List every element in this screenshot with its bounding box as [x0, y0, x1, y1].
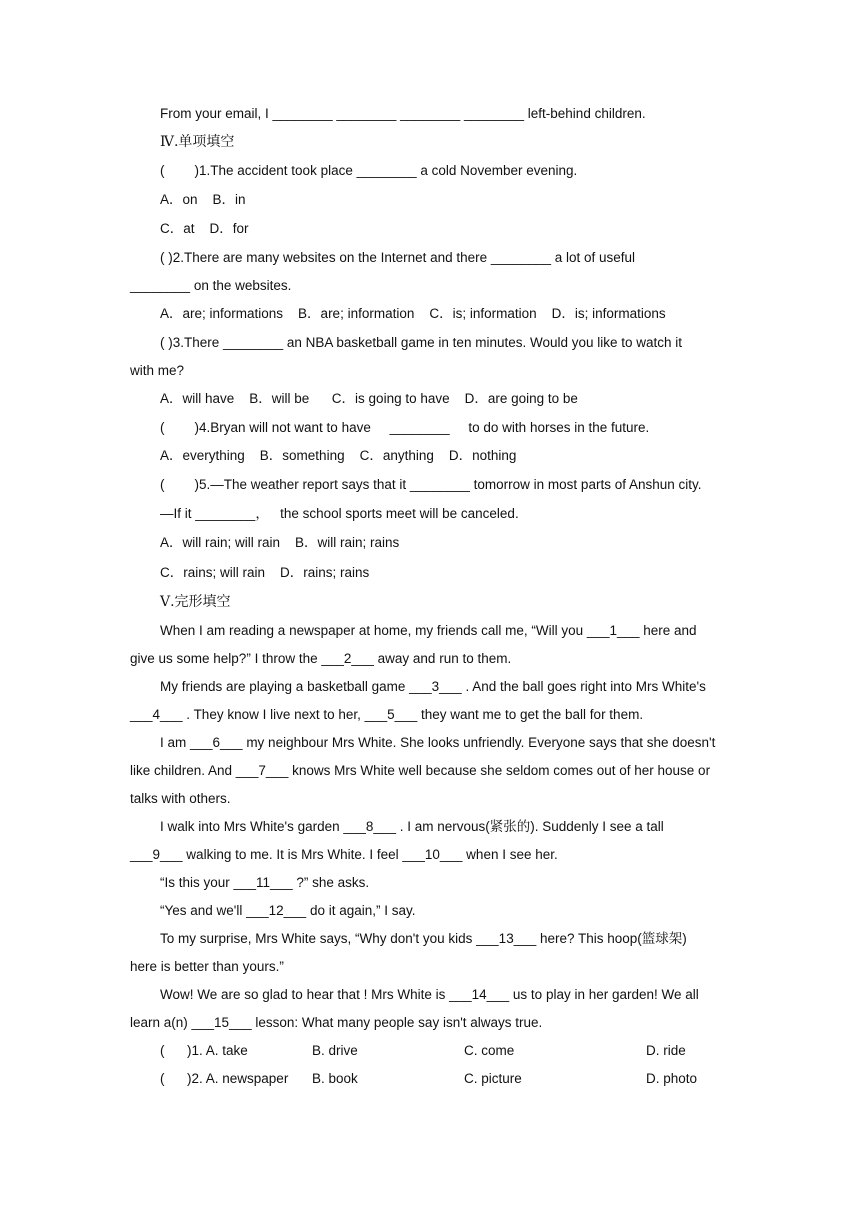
passage-line: I walk into Mrs White's garden ___8___ . I am nervous(紧张的). Suddenly I see a tall [160, 819, 664, 834]
option-line: C．rains; will rain D．rains; rains [160, 565, 370, 580]
answer-options-row [160, 1041, 766, 1061]
option-line: A．everything B．something C．anything D．nothing [160, 448, 517, 463]
section-heading: Ⅴ.完形填空 [160, 594, 231, 610]
question-line: ( )1.The accident took place ________ a cold November evening. [160, 163, 578, 178]
option-d: D. photo [646, 1071, 698, 1086]
option-b: B. book [312, 1071, 358, 1086]
option-c: C. picture [464, 1071, 522, 1086]
passage-line: I am ___6___ my neighbour Mrs White. She looks unfriendly. Everyone says that she doesn't [160, 735, 716, 750]
passage-line: To my surprise, Mrs White says, “Why don't you kids ___13___ here? This hoop(篮球架) [160, 931, 687, 946]
passage-line: here is better than yours.” [130, 959, 284, 974]
answer-options-row [160, 1069, 766, 1089]
text-line: From your email, I ________ ________ ________ ________ left-behind children. [160, 106, 646, 121]
text-line: with me? [130, 363, 185, 378]
option-c: C. come [464, 1043, 515, 1058]
option-d: D. ride [646, 1043, 686, 1058]
passage-line: like children. And ___7___ knows Mrs White well because she seldom comes out of her house or [130, 763, 711, 778]
passage-line: When I am reading a newspaper at home, my friends call me, “Will you ___1___ here and [160, 623, 697, 638]
option-a: ( )2. A. newspaper [160, 1071, 289, 1086]
passage-line: My friends are playing a basketball game ___3___ . And the ball goes right into Mrs White's [160, 679, 706, 694]
question-line: ( )3.There ________ an NBA basketball game in ten minutes. Would you like to watch it [160, 335, 683, 350]
passage-line: “Yes and we'll ___12___ do it again,” I say. [160, 903, 416, 918]
option-a: ( )1. A. take [160, 1043, 248, 1058]
passage-line: “Is this your ___11___ ?” she asks. [160, 875, 370, 890]
option-line: A．will have B．will be C．is going to have D．are going to be [160, 391, 578, 406]
option-line: A．will rain; will rain B．will rain; rains [160, 535, 400, 550]
section-heading: Ⅳ.单项填空 [160, 134, 235, 150]
passage-line: learn a(n) ___15___ lesson: What many people say isn't always true. [130, 1015, 543, 1030]
option-line: A．are; informations B．are; information C．is; information D．is; informations [160, 306, 666, 321]
option-b: B. drive [312, 1043, 358, 1058]
passage-line: Wow! We are so glad to hear that ! Mrs White is ___14___ us to play in her garden! We all [160, 987, 699, 1002]
option-line: A．on B．in [160, 192, 246, 207]
passage-line: ___4___ . They know I live next to her, ___5___ they want me to get the ball for them. [130, 707, 644, 722]
option-line: C．at D．for [160, 221, 249, 236]
passage-line: talks with others. [130, 791, 231, 806]
text-line: —If it ________， the school sports meet will be canceled. [160, 506, 519, 521]
question-line: ( )4.Bryan will not want to have ________ to do with horses in the future. [160, 420, 650, 435]
text-line: ________ on the websites. [130, 278, 292, 293]
question-line: ( )2.There are many websites on the Internet and there ________ a lot of useful [160, 250, 636, 265]
question-line: ( )5.—The weather report says that it ________ tomorrow in most parts of Anshun city. [160, 477, 702, 492]
passage-line: ___9___ walking to me. It is Mrs White. I feel ___10___ when I see her. [130, 847, 558, 862]
passage-line: give us some help?” I throw the ___2___ away and run to them. [130, 651, 512, 666]
